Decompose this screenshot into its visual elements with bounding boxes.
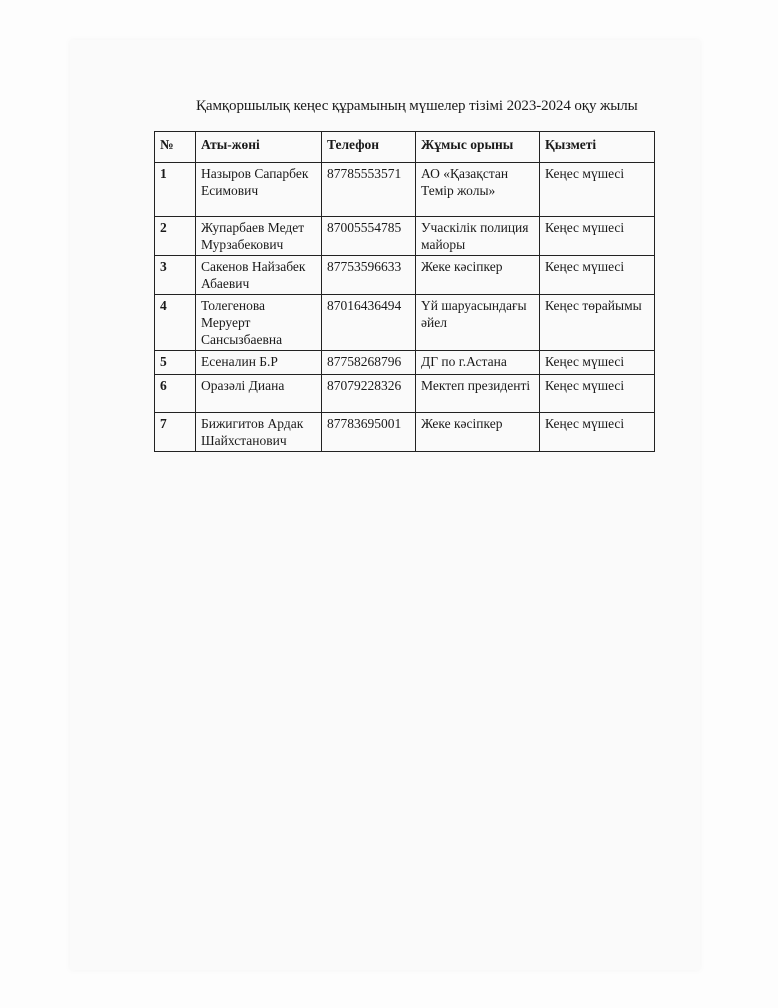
table-row — [155, 375, 655, 413]
member-phone: 87783695001 — [322, 413, 416, 452]
member-workplace: Мектеп президенті — [416, 375, 540, 413]
header-phone: Телефон — [322, 132, 416, 163]
row-number: 4 — [155, 295, 196, 351]
member-phone: 87785553571 — [322, 163, 416, 217]
member-name: Оразәлі Диана — [196, 375, 322, 413]
header-workplace: Жұмыс орыны — [416, 132, 540, 163]
member-position: Кеңес мүшесі — [540, 375, 655, 413]
member-name: Назыров Сапарбек Есимович — [196, 163, 322, 217]
header-name: Аты-жөні — [196, 132, 322, 163]
member-position: Кеңес төрайымы — [540, 295, 655, 351]
member-position: Кеңес мүшесі — [540, 413, 655, 452]
members-table — [154, 131, 655, 452]
table-header-row — [155, 132, 655, 163]
row-number: 7 — [155, 413, 196, 452]
table-row — [155, 413, 655, 452]
member-name: Есеналин Б.Р — [196, 351, 322, 375]
member-name: Сакенов Найзабек Абаевич — [196, 256, 322, 295]
member-workplace: Учаскілік полиция майоры — [416, 217, 540, 256]
member-name: Жупарбаев Медет Мурзабекович — [196, 217, 322, 256]
row-number: 5 — [155, 351, 196, 375]
member-position: Кеңес мүшесі — [540, 217, 655, 256]
member-phone: 87005554785 — [322, 217, 416, 256]
member-name: Толегенова Меруерт Сансызбаевна — [196, 295, 322, 351]
table-row — [155, 256, 655, 295]
member-phone: 87758268796 — [322, 351, 416, 375]
member-position: Кеңес мүшесі — [540, 163, 655, 217]
row-number: 2 — [155, 217, 196, 256]
member-workplace: АО «Қазақстан Темір жолы» — [416, 163, 540, 217]
header-number: № — [155, 132, 196, 163]
member-workplace: Жеке кәсіпкер — [416, 256, 540, 295]
member-phone: 87753596633 — [322, 256, 416, 295]
member-position: Кеңес мүшесі — [540, 256, 655, 295]
table-row — [155, 217, 655, 256]
member-workplace: Жеке кәсіпкер — [416, 413, 540, 452]
table-row — [155, 351, 655, 375]
member-name: Бижигитов Ардак Шайхстанович — [196, 413, 322, 452]
table-row — [155, 295, 655, 351]
row-number: 6 — [155, 375, 196, 413]
member-phone: 87079228326 — [322, 375, 416, 413]
member-workplace: ДГ по г.Астана — [416, 351, 540, 375]
document-title: Қамқоршылық кеңес құрамының мүшелер тізімі 2023-2024 оқу жылы — [196, 98, 638, 114]
table-row — [155, 163, 655, 217]
member-position: Кеңес мүшесі — [540, 351, 655, 375]
header-position: Қызметі — [540, 132, 655, 163]
row-number: 1 — [155, 163, 196, 217]
row-number: 3 — [155, 256, 196, 295]
member-phone: 87016436494 — [322, 295, 416, 351]
member-workplace: Үй шаруасындағы әйел — [416, 295, 540, 351]
